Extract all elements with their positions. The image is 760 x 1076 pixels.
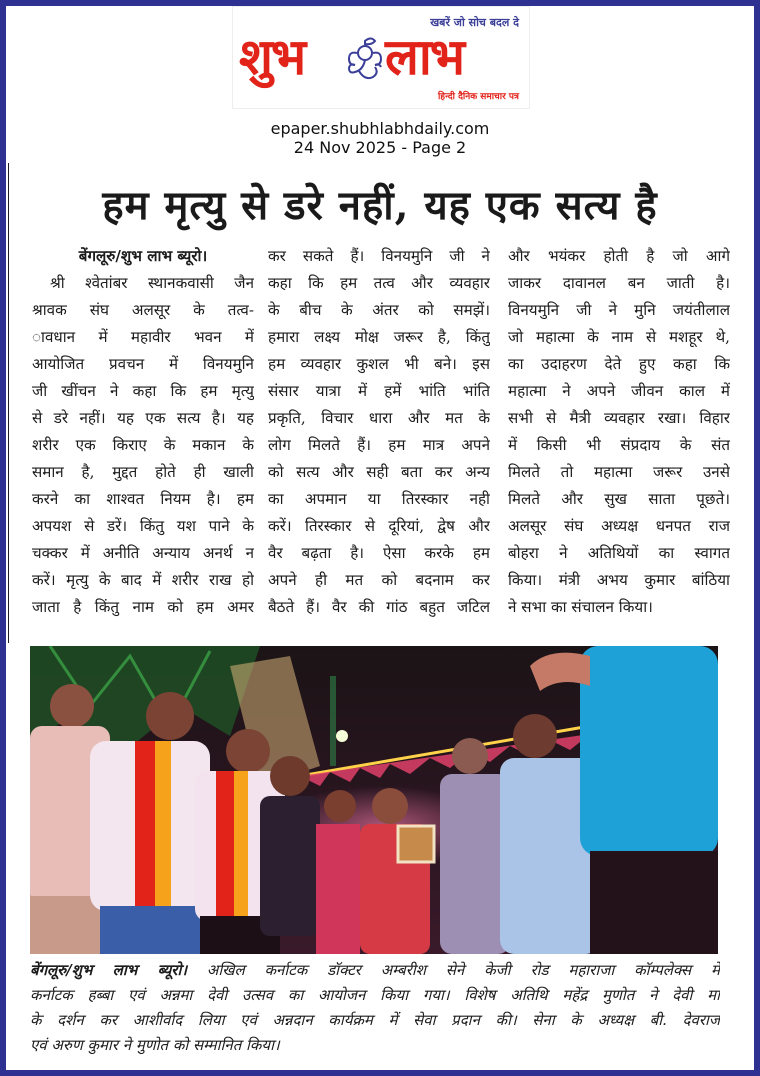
text-line: मिलते और सुख साता पूछते।: [508, 490, 730, 508]
text-line: कहा कि हम तत्व और व्यवहार: [268, 274, 490, 292]
caption-line: कर्नाटक हब्बा एवं अन्नमा देवी उत्सव का आयोजन किया गया। विशेष अतिथि महेंद्र मुणोत ने देवी मां: [30, 986, 720, 1004]
text-line: किया। मंत्री अभय कुमार बांठिया: [508, 571, 730, 589]
article-column-2: [268, 243, 490, 621]
text-line: करें। तिरस्कार से दूरियां, द्वेष और: [268, 517, 490, 535]
logo-word-shubh: शुभ: [239, 27, 305, 86]
text-line: कर सकते हैं। विनयमुनि जी ने: [268, 247, 490, 265]
text-line: का उदाहरण देते हुए कहा कि: [508, 355, 730, 373]
text-line: जी खींचन ने कहा कि हम मृत्यु: [32, 382, 254, 400]
text-line: मिलते तो महात्मा जरूर उनसे: [508, 463, 730, 481]
text-line: वैर बढ़ता है। ऐसा करके हम: [268, 544, 490, 562]
ganesha-icon: [345, 35, 385, 85]
text-line: हम व्यवहार कुशल भी बने। इस: [268, 355, 490, 373]
text-line: हमारा लक्ष्य मोक्ष जरूर है, किंतु: [268, 328, 490, 346]
caption-line: एवं अरुण कुमार ने मुणोत को सम्मानित किया।: [30, 1036, 280, 1054]
text-line: शरीर एक किराए के मकान के: [32, 436, 254, 454]
text-line: और भयंकर होती है जो आगे: [508, 247, 730, 265]
text-line: आयोजित प्रवचन में विनयमुनि: [32, 355, 254, 373]
text-line: जाता है किंतु नाम को हम अमर: [32, 598, 254, 616]
text-line: को सत्य और सही बता कर अन्य: [268, 463, 490, 481]
logo-word-labh: लाभ: [385, 27, 463, 86]
edition-url: epaper.shubhlabhdaily.com: [270, 119, 490, 138]
text-line: बैठते हैं। वैर की गांठ बहुत जटिल: [268, 598, 490, 616]
text-line: जाकर दावानल बन जाती है।: [508, 274, 730, 292]
text-line: अपने ही मत को बदनाम कर: [268, 571, 490, 589]
article-column-1: [32, 243, 254, 621]
text-line: का अपमान या तिरस्कार नही: [268, 490, 490, 508]
text-line: करने का शाश्वत नियम है। हम: [32, 490, 254, 508]
caption-line: [30, 958, 720, 983]
text-line: ने सभा का संचालन किया।: [508, 598, 653, 616]
masthead-subtitle: हिन्दी दैनिक समाचार पत्र: [437, 92, 519, 102]
text-line: संसार यात्रा में हमें भांति भांति: [268, 382, 490, 400]
caption-text: अखिल कर्नाटक डॉक्टर अम्बरीश सेने केजी रोड महाराजा कॉम्पलेक्स में: [187, 961, 720, 979]
masthead-logo: [232, 6, 530, 109]
text-line: के बीच के अंतर को समझें।: [268, 301, 490, 319]
event-photo-illustration: [30, 646, 718, 954]
text-line: लोग मिलते हैं। हम मात्र अपने: [268, 436, 490, 454]
text-line: श्री श्वेतांबर स्थानकवासी जैन: [50, 274, 254, 292]
article-column-3: [508, 243, 730, 621]
clipping-left-rule: [8, 163, 9, 643]
photo-caption: [30, 958, 720, 1058]
text-line: बोहरा ने अतिथियों का स्वागत: [508, 544, 730, 562]
text-line: महात्मा ने अपने जीवन काल में: [508, 382, 730, 400]
epaper-page: [6, 6, 754, 1070]
text-line: से डरे नहीं। यह एक सत्य है। यह: [32, 409, 254, 427]
text-line: ावधान में महावीर भवन में: [32, 328, 254, 346]
text-line: विनयमुनि जी ने मुनि जयंतीलाल: [508, 301, 730, 319]
caption-line: के दर्शन कर आशीर्वाद लिया एवं अन्नदान कार्यक्रम में सेवा प्रदान की। सेना के अध्यक्ष बी. देवराज: [30, 1011, 720, 1029]
text-line: करें। मृत्यु के बाद में शरीर राख हो: [32, 571, 254, 589]
masthead-tagline: खबरें जो सोच बदल दे: [430, 16, 519, 29]
article-headline: हम मृत्यु से डरे नहीं, यह एक सत्य है: [102, 182, 658, 229]
edition-date-page: 24 Nov 2025 - Page 2: [293, 138, 467, 157]
text-line: जो महात्मा के नाम से मशहूर थे,: [508, 328, 730, 346]
text-line: अपयश से डरें। किंतु यश पाने के: [32, 517, 254, 535]
event-photo: [30, 646, 718, 954]
text-line: चक्कर में अनीति अन्याय अनर्थ न: [32, 544, 254, 562]
text-line: श्रावक संघ अलसूर के तत्व-: [32, 301, 254, 319]
text-line: समान है, मुद्दत होते ही खाली: [32, 463, 254, 481]
text-line: प्रकृति, विचार धारा और मत के: [268, 409, 490, 427]
caption-dateline: बेंगलूरु/शुभ लाभ ब्यूरो।: [30, 961, 188, 979]
text-line: अलसूर संघ अध्यक्ष धनपत राज: [508, 517, 730, 535]
text-line: सभी से मैत्री व्यवहार रखा। विहार: [508, 409, 730, 427]
article-dateline: बेंगलूरु/शुभ लाभ ब्यूरो।: [78, 247, 208, 265]
text-line: में किसी भी संप्रदाय के संत: [508, 436, 730, 454]
